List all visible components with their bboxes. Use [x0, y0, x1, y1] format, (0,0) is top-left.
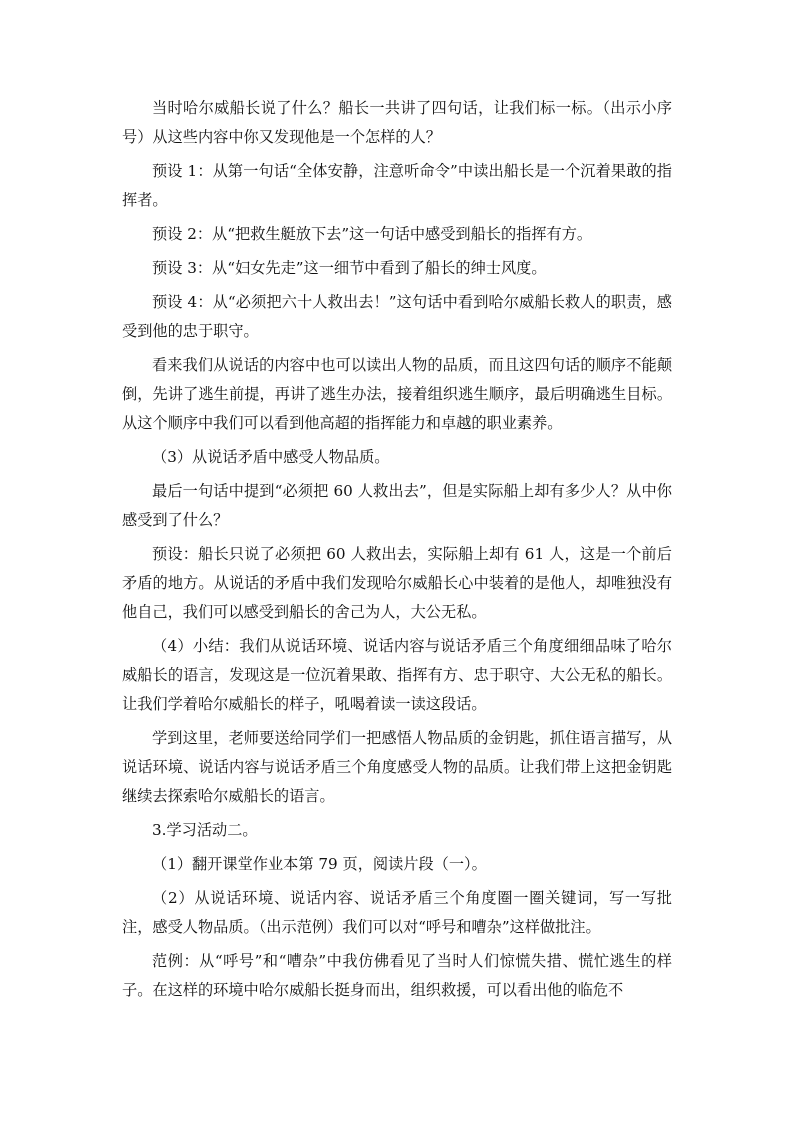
paragraph: 预设 4：从“必须把六十人救出去！”这句话中看到哈尔威船长救人的职责，感受到他的忠于职守。 — [122, 293, 672, 340]
paragraph: 3.学习活动二。 — [152, 821, 258, 839]
paragraph: 预设 3：从“妇女先走”这一细节中看到了船长的绅士风度。 — [152, 259, 547, 277]
paragraph: 预设：船长只说了必须把 60 人救出去，实际船上却有 61 人，这是一个前后矛盾的地方。从说话的矛盾中我们发现哈尔威船长心中装着的是他人，却唯独没有他自己，我们可以感受到船长的舍己为人，大公无私。 — [122, 545, 672, 621]
paragraph: （2）从说话环境、说话内容、说话矛盾三个角度圈一圈关键词，写一写批注，感受人物品质。（出示范例）我们可以对“呼号和嘈杂”这样做批注。 — [122, 889, 672, 936]
paragraph: （4）小结：我们从说话环境、说话内容与说话矛盾三个角度细细品味了哈尔威船长的语言，发现这是一位沉着果敢、指挥有方、忠于职守、大公无私的船长。让我们学着哈尔威船长的样子，吼喝着读一读这段话。 — [122, 637, 672, 713]
paragraph: 看来我们从说话的内容中也可以读出人物的品质，而且这四句话的顺序不能颠倒，先讲了逃生前提，再讲了逃生办法，接着组织逃生顺序，最后明确逃生目标。从这个顺序中我们可以看到他高超的指挥能力和卓越的职业素养。 — [122, 356, 672, 432]
paragraph: （1）翻开课堂作业本第 79 页，阅读片段（一）。 — [152, 855, 487, 873]
paragraph: 最后一句话中提到“必须把 60 人救出去”，但是实际船上却有多少人？从中你感受到了什么？ — [122, 482, 672, 529]
document-body — [122, 94, 672, 1010]
paragraph: 学到这里，老师要送给同学们一把感悟人物品质的金钥匙，抓住语言描写，从说话环境、说话内容与说话矛盾三个角度感受人物的品质。让我们带上这把金钥匙继续去探索哈尔威船长的语言。 — [122, 729, 672, 805]
paragraph: （3）从说话矛盾中感受人物品质。 — [152, 448, 390, 466]
paragraph: 预设 1：从第一句话“全体安静，注意听命令”中读出船长是一个沉着果敢的指挥者。 — [122, 162, 672, 209]
paragraph: 当时哈尔威船长说了什么？船长一共讲了四句话，让我们标一标。（出示小序号）从这些内容中你又发现他是一个怎样的人？ — [122, 99, 672, 146]
paragraph: 预设 2：从“把救生艇放下去”这一句话中感受到船长的指挥有方。 — [152, 225, 593, 243]
paragraph: 范例：从“呼号”和“嘈杂”中我仿佛看见了当时人们惊慌失措、慌忙逃生的样子。在这样的环境中哈尔威船长挺身而出，组织救援，可以看出他的临危不 — [122, 952, 672, 999]
